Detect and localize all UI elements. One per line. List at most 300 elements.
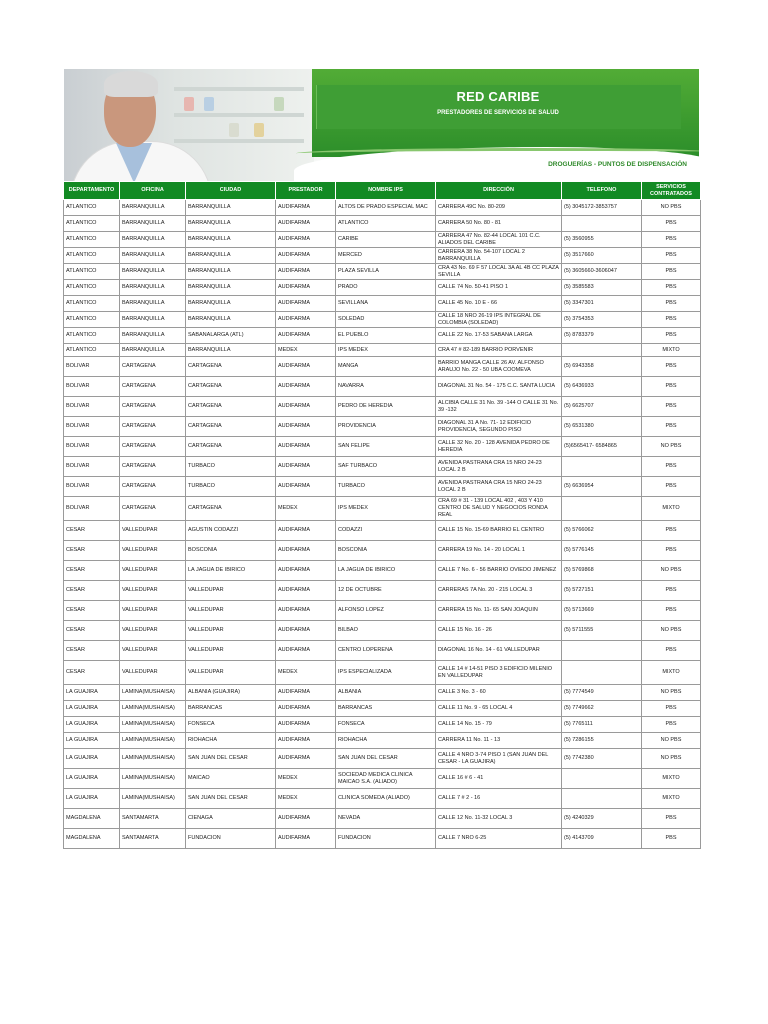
cell-departamento: BOLIVAR [64,377,120,397]
cell-oficina: LAMINA(MUSHAISA) [120,701,186,717]
cell-prestador: AUDIFARMA [276,397,336,417]
cell-departamento: LA GUAJIRA [64,701,120,717]
cell-direccion: CALLE 11 No. 9 - 65 LOCAL 4 [436,701,562,717]
cell-direccion: CARRERA 38 No. 54-107 LOCAL 2 BARRANQUILLA [436,248,562,264]
cell-oficina: CARTAGENA [120,357,186,377]
table-row [64,733,701,749]
cell-oficina: BARRANQUILLA [120,264,186,280]
cell-nombre-ips: 12 DE OCTUBRE [336,581,436,601]
cell-departamento: ATLANTICO [64,200,120,216]
table-row [64,328,701,344]
cell-departamento: BOLIVAR [64,357,120,377]
cell-servicios: PBS [642,417,701,437]
cell-servicios: MIXTO [642,769,701,789]
table-row [64,344,701,357]
cell-telefono [562,216,642,232]
cell-servicios: MIXTO [642,497,701,521]
cell-departamento: ATLANTICO [64,232,120,248]
column-header-nombre-ips: NOMBRE IPS [336,182,436,200]
pharmacist-photo [64,69,314,181]
cell-ciudad: SAN JUAN DEL CESAR [186,789,276,809]
cell-direccion: CALLE 16 # 6 - 41 [436,769,562,789]
cell-telefono: (5) 7742380 [562,749,642,769]
cell-prestador: AUDIFARMA [276,264,336,280]
cell-oficina: CARTAGENA [120,477,186,497]
cell-departamento: CESAR [64,661,120,685]
column-header-direccion: DIRECCIÓN [436,182,562,200]
cell-prestador: AUDIFARMA [276,701,336,717]
cell-telefono: (5)6565417- 6584865 [562,437,642,457]
cell-direccion: CALLE 15 No. 15-69 BARRIO EL CENTRO [436,521,562,541]
cell-departamento: LA GUAJIRA [64,749,120,769]
cell-telefono: (5) 6943358 [562,357,642,377]
cell-telefono: (5) 6625707 [562,397,642,417]
cell-direccion: DIAGONAL 16 No. 14 - 61 VALLEDUPAR [436,641,562,661]
cell-servicios: PBS [642,809,701,829]
cell-servicios: PBS [642,521,701,541]
cell-ciudad: AGUSTIN CODAZZI [186,521,276,541]
cell-ciudad: BARRANQUILLA [186,344,276,357]
cell-prestador: MEDEX [276,769,336,789]
column-header-prestador: PRESTADOR [276,182,336,200]
cell-prestador: AUDIFARMA [276,717,336,733]
cell-servicios: PBS [642,216,701,232]
cell-departamento: ATLANTICO [64,216,120,232]
cell-ciudad: TURBACO [186,457,276,477]
cell-nombre-ips: PRADO [336,280,436,296]
cell-ciudad: BARRANQUILLA [186,248,276,264]
cell-departamento: CESAR [64,561,120,581]
cell-departamento: ATLANTICO [64,328,120,344]
cell-oficina: LAMINA(MUSHAISA) [120,789,186,809]
cell-oficina: VALLEDUPAR [120,601,186,621]
cell-departamento: MAGDALENA [64,829,120,849]
cell-departamento: CESAR [64,541,120,561]
cell-servicios: NO PBS [642,621,701,641]
cell-telefono: (5) 3585583 [562,280,642,296]
cell-ciudad: BARRANCAS [186,701,276,717]
cell-telefono: (5) 3605660-3606047 [562,264,642,280]
cell-direccion: DIAGONAL 31 A No. 71- 12 EDIFICIO PROVIDENCIA, SEGUNDO PISO [436,417,562,437]
cell-telefono: (5) 3045172-3853757 [562,200,642,216]
cell-servicios: PBS [642,457,701,477]
cell-ciudad: ALBANIA (GUAJIRA) [186,685,276,701]
cell-ciudad: BOSCONIA [186,541,276,561]
cell-oficina: SANTAMARTA [120,829,186,849]
table-row [64,377,701,397]
table-row [64,248,701,264]
table-row [64,701,701,717]
cell-telefono: (5) 6436933 [562,377,642,397]
cell-servicios: NO PBS [642,561,701,581]
cell-telefono: (5) 3560955 [562,232,642,248]
cell-departamento: ATLANTICO [64,264,120,280]
cell-nombre-ips: PLAZA SEVILLA [336,264,436,280]
cell-oficina: LAMINA(MUSHAISA) [120,733,186,749]
cell-telefono: (5) 3347301 [562,296,642,312]
cell-telefono: (5) 6531380 [562,417,642,437]
cell-prestador: MEDEX [276,661,336,685]
cell-prestador: AUDIFARMA [276,733,336,749]
cell-oficina: BARRANQUILLA [120,232,186,248]
cell-departamento: BOLIVAR [64,417,120,437]
cell-servicios: NO PBS [642,437,701,457]
cell-nombre-ips: ALBANIA [336,685,436,701]
table-row [64,685,701,701]
cell-direccion: CALLE 14 # 14-51 PISO 3 EDIFICIO MILENIO EN VALLEDUPAR [436,661,562,685]
cell-prestador: AUDIFARMA [276,216,336,232]
cell-direccion: BARRIO MANGA CALLE 26 AV. ALFONSO ARAUJO No. 22 - 50 UBA COOMEVA [436,357,562,377]
cell-departamento: LA GUAJIRA [64,769,120,789]
cell-direccion: CARRERA 15 No. 11- 65 SAN JOAQUIN [436,601,562,621]
cell-direccion: AVENIDA PASTRANA CRA 15 NRO 24-23 LOCAL 2 B [436,477,562,497]
cell-prestador: AUDIFARMA [276,280,336,296]
cell-nombre-ips: BARRANCAS [336,701,436,717]
page-title: RED CARIBE [456,89,540,104]
cell-servicios: PBS [642,477,701,497]
cell-direccion: CRA 69 # 31 - 139 LOCAL 402 , 403 Y 410 CENTRO DE SALUD Y NEGOCIOS RONDA REAL [436,497,562,521]
cell-telefono: (5) 4143709 [562,829,642,849]
cell-departamento: CESAR [64,601,120,621]
cell-nombre-ips: ALTOS DE PRADO ESPECIAL MAC [336,200,436,216]
cell-ciudad: TURBACO [186,477,276,497]
cell-departamento: CESAR [64,581,120,601]
cell-departamento: ATLANTICO [64,296,120,312]
cell-prestador: AUDIFARMA [276,296,336,312]
cell-telefono: (5) 7774549 [562,685,642,701]
cell-oficina: CARTAGENA [120,437,186,457]
cell-ciudad: MAICAO [186,769,276,789]
cell-direccion: DIAGONAL 31 No. 54 - 175 C.C. SANTA LUCIA [436,377,562,397]
cell-direccion: CALLE 7 NRO 6-25 [436,829,562,849]
cell-prestador: AUDIFARMA [276,809,336,829]
cell-servicios: PBS [642,581,701,601]
cell-oficina: BARRANQUILLA [120,248,186,264]
cell-telefono [562,497,642,521]
cell-nombre-ips: SAF TURBACO [336,457,436,477]
cell-departamento: MAGDALENA [64,809,120,829]
cell-oficina: LAMINA(MUSHAISA) [120,717,186,733]
cell-ciudad: BARRANQUILLA [186,296,276,312]
table-row [64,232,701,248]
cell-prestador: MEDEX [276,344,336,357]
table-row [64,641,701,661]
cell-direccion: CARRERA 50 No. 80 - 81 [436,216,562,232]
column-header-servicios: SERVICIOS CONTRATADOS [642,182,701,200]
cell-telefono: (5) 5776145 [562,541,642,561]
cell-oficina: VALLEDUPAR [120,581,186,601]
cell-nombre-ips: BOSCONIA [336,541,436,561]
table-row [64,477,701,497]
cell-servicios: PBS [642,296,701,312]
cell-nombre-ips: SOLEDAD [336,312,436,328]
cell-servicios: MIXTO [642,344,701,357]
cell-servicios: NO PBS [642,749,701,769]
page-subtitle: PRESTADORES DE SERVICIOS DE SALUD [437,110,559,116]
cell-direccion: CALLE 18 NRO 26-19 IPS INTEGRAL DE COLOMBIA (SOLEDAD) [436,312,562,328]
cell-ciudad: VALLEDUPAR [186,621,276,641]
cell-direccion: CRA 47 # 82-189 BARRIO PORVENIR [436,344,562,357]
cell-oficina: CARTAGENA [120,417,186,437]
cell-direccion: CARRERA 49C No. 80-209 [436,200,562,216]
cell-departamento: BOLIVAR [64,457,120,477]
table-row [64,200,701,216]
cell-oficina: BARRANQUILLA [120,296,186,312]
cell-departamento: LA GUAJIRA [64,685,120,701]
cell-ciudad: SABANALARGA (ATL) [186,328,276,344]
cell-prestador: AUDIFARMA [276,601,336,621]
cell-departamento: LA GUAJIRA [64,789,120,809]
cell-telefono: (5) 3754353 [562,312,642,328]
cell-oficina: CARTAGENA [120,497,186,521]
cell-nombre-ips: BILBAO [336,621,436,641]
cell-ciudad: LA JAGUA DE IBIRICO [186,561,276,581]
cell-servicios: MIXTO [642,661,701,685]
cell-nombre-ips: EL PUEBLO [336,328,436,344]
table-row [64,312,701,328]
table-row [64,216,701,232]
cell-ciudad: CIENAGA [186,809,276,829]
table-header-row [64,182,701,200]
cell-ciudad: SAN JUAN DEL CESAR [186,749,276,769]
cell-prestador: MEDEX [276,497,336,521]
cell-direccion: CARRERA 11 No. 11 - 13 [436,733,562,749]
cell-prestador: AUDIFARMA [276,312,336,328]
cell-ciudad: FUNDACION [186,829,276,849]
column-header-oficina: OFICINA [120,182,186,200]
cell-prestador: AUDIFARMA [276,685,336,701]
cell-departamento: ATLANTICO [64,280,120,296]
table-row [64,769,701,789]
cell-prestador: AUDIFARMA [276,417,336,437]
table-row [64,789,701,809]
providers-table [63,181,701,849]
cell-prestador: AUDIFARMA [276,477,336,497]
cell-telefono: (5) 7765111 [562,717,642,733]
cell-direccion: CALLE 15 No. 16 - 26 [436,621,562,641]
table-row [64,437,701,457]
cell-servicios: NO PBS [642,200,701,216]
cell-nombre-ips: SOCIEDAD MEDICA CLINICA MAICAO S.A. (ALIADO) [336,769,436,789]
cell-telefono: (5) 7286155 [562,733,642,749]
table-row [64,829,701,849]
cell-prestador: AUDIFARMA [276,357,336,377]
cell-telefono [562,661,642,685]
cell-direccion: AVENIDA PASTRANA CRA 15 NRO 24-23 LOCAL 2 B [436,457,562,477]
cell-direccion: CALLE 12 No. 11-32 LOCAL 3 [436,809,562,829]
cell-prestador: AUDIFARMA [276,829,336,849]
cell-nombre-ips: FONSECA [336,717,436,733]
cell-direccion: CALLE 7 # 2 - 16 [436,789,562,809]
cell-ciudad: VALLEDUPAR [186,581,276,601]
table-row [64,601,701,621]
cell-ciudad: VALLEDUPAR [186,601,276,621]
cell-prestador: AUDIFARMA [276,521,336,541]
cell-prestador: AUDIFARMA [276,248,336,264]
cell-nombre-ips: NAVARRA [336,377,436,397]
cell-ciudad: CARTAGENA [186,417,276,437]
cell-nombre-ips: PEDRO DE HEREDIA [336,397,436,417]
cell-oficina: LAMINA(MUSHAISA) [120,749,186,769]
cell-servicios: PBS [642,280,701,296]
section-label: DROGUERÍAS - PUNTOS DE DISPENSACIÓN [548,161,687,168]
cell-nombre-ips: IPS MEDEX [336,344,436,357]
cell-nombre-ips: SEVILLANA [336,296,436,312]
cell-oficina: LAMINA(MUSHAISA) [120,769,186,789]
cell-departamento: BOLIVAR [64,437,120,457]
cell-departamento: ATLANTICO [64,312,120,328]
cell-nombre-ips: RIOHACHA [336,733,436,749]
cell-ciudad: BARRANQUILLA [186,200,276,216]
table-row [64,397,701,417]
cell-oficina: CARTAGENA [120,457,186,477]
cell-servicios: PBS [642,312,701,328]
cell-nombre-ips: CLINICA SOMEDA (ALIADO) [336,789,436,809]
table-row [64,280,701,296]
table-row [64,581,701,601]
cell-departamento: LA GUAJIRA [64,717,120,733]
cell-telefono [562,769,642,789]
table-row [64,561,701,581]
cell-servicios: NO PBS [642,733,701,749]
cell-servicios: PBS [642,829,701,849]
cell-direccion: CARRERA 47 No. 82-44 LOCAL 101 C.C. ALIADOS DEL CARIBE [436,232,562,248]
cell-telefono [562,641,642,661]
cell-oficina: BARRANQUILLA [120,216,186,232]
cell-ciudad: VALLEDUPAR [186,641,276,661]
cell-prestador: AUDIFARMA [276,541,336,561]
cell-ciudad: CARTAGENA [186,357,276,377]
cell-oficina: VALLEDUPAR [120,661,186,685]
cell-telefono [562,789,642,809]
cell-oficina: CARTAGENA [120,377,186,397]
cell-ciudad: RIOHACHA [186,733,276,749]
table-row [64,749,701,769]
cell-prestador: AUDIFARMA [276,581,336,601]
cell-prestador: AUDIFARMA [276,328,336,344]
cell-servicios: NO PBS [642,685,701,701]
cell-servicios: MIXTO [642,789,701,809]
cell-oficina: BARRANQUILLA [120,200,186,216]
table-row [64,417,701,437]
cell-prestador: AUDIFARMA [276,232,336,248]
cell-oficina: VALLEDUPAR [120,561,186,581]
cell-servicios: PBS [642,717,701,733]
cell-departamento: BOLIVAR [64,497,120,521]
cell-servicios: PBS [642,397,701,417]
cell-nombre-ips: CARIBE [336,232,436,248]
cell-telefono: (5) 4240329 [562,809,642,829]
cell-ciudad: CARTAGENA [186,437,276,457]
cell-servicios: PBS [642,357,701,377]
cell-oficina: CARTAGENA [120,397,186,417]
cell-direccion: CALLE 14 No. 15 - 79 [436,717,562,733]
cell-prestador: AUDIFARMA [276,641,336,661]
cell-ciudad: BARRANQUILLA [186,264,276,280]
cell-prestador: AUDIFARMA [276,200,336,216]
cell-oficina: BARRANQUILLA [120,328,186,344]
cell-direccion: CRA 43 No. 69 F 57 LOCAL 3A AL 4B CC PLAZA SEVILLA [436,264,562,280]
table-row [64,264,701,280]
cell-nombre-ips: FUNDACION [336,829,436,849]
cell-prestador: MEDEX [276,789,336,809]
table-row [64,661,701,685]
cell-servicios: PBS [642,264,701,280]
cell-servicios: PBS [642,541,701,561]
cell-prestador: AUDIFARMA [276,749,336,769]
cell-ciudad: CARTAGENA [186,397,276,417]
cell-ciudad: VALLEDUPAR [186,661,276,685]
cell-oficina: VALLEDUPAR [120,621,186,641]
cell-direccion: CALLE 45 No. 10 E - 66 [436,296,562,312]
cell-ciudad: CARTAGENA [186,377,276,397]
cell-nombre-ips: IPS ESPECIALIZADA [336,661,436,685]
cell-ciudad: CARTAGENA [186,497,276,521]
cell-departamento: CESAR [64,621,120,641]
cell-nombre-ips: CODAZZI [336,521,436,541]
cell-oficina: VALLEDUPAR [120,541,186,561]
table-row [64,717,701,733]
cell-direccion: CALLE 7 No. 6 - 56 BARRIO OVIEDO JIMENEZ [436,561,562,581]
cell-nombre-ips: ATLANTICO [336,216,436,232]
cell-direccion: CALLE 22 No. 17-53 SABANA LARGA [436,328,562,344]
cell-ciudad: BARRANQUILLA [186,216,276,232]
cell-servicios: PBS [642,377,701,397]
cell-prestador: AUDIFARMA [276,437,336,457]
cell-nombre-ips: MERCED [336,248,436,264]
cell-departamento: ATLANTICO [64,248,120,264]
cell-direccion: CALLE 4 NRO 3-74 PISO 1 (SAN JUAN DEL CESAR - LA GUAJIRA) [436,749,562,769]
table-row [64,809,701,829]
cell-telefono: (5) 8783379 [562,328,642,344]
cell-telefono: (5) 5713669 [562,601,642,621]
header-banner [64,69,699,181]
cell-nombre-ips: SAN FELIPE [336,437,436,457]
cell-departamento: CESAR [64,521,120,541]
cell-direccion: CALLE 32 No. 20 - 128 AVENIDA PEDRO DE HEREDIA [436,437,562,457]
cell-departamento: LA GUAJIRA [64,733,120,749]
cell-nombre-ips: CENTRO LOPERENA [336,641,436,661]
table-row [64,497,701,521]
cell-telefono: (5) 5766062 [562,521,642,541]
table-row [64,541,701,561]
table-row [64,296,701,312]
cell-nombre-ips: IPS MEDEX [336,497,436,521]
cell-departamento: CESAR [64,641,120,661]
decorative-curve-line [296,148,699,157]
cell-oficina: BARRANQUILLA [120,280,186,296]
cell-nombre-ips: PROVIDENCIA [336,417,436,437]
cell-oficina: VALLEDUPAR [120,641,186,661]
cell-servicios: PBS [642,601,701,621]
cell-telefono [562,344,642,357]
cell-direccion: CALLE 3 No. 3 - 60 [436,685,562,701]
cell-telefono: (5) 7749662 [562,701,642,717]
cell-servicios: PBS [642,641,701,661]
cell-nombre-ips: MANGA [336,357,436,377]
cell-direccion: CARRERAS 7A No. 20 - 215 LOCAL 3 [436,581,562,601]
cell-departamento: BOLIVAR [64,397,120,417]
table-row [64,357,701,377]
cell-prestador: AUDIFARMA [276,561,336,581]
cell-oficina: BARRANQUILLA [120,344,186,357]
cell-telefono: (5) 5727151 [562,581,642,601]
cell-direccion: ALCIBIA CALLE 31 No. 39 -144 O CALLE 31 No. 39 -132 [436,397,562,417]
cell-ciudad: FONSECA [186,717,276,733]
cell-direccion: CARRERA 19 No. 14 - 20 LOCAL 1 [436,541,562,561]
cell-departamento: BOLIVAR [64,477,120,497]
cell-nombre-ips: ALFONSO LOPEZ [336,601,436,621]
